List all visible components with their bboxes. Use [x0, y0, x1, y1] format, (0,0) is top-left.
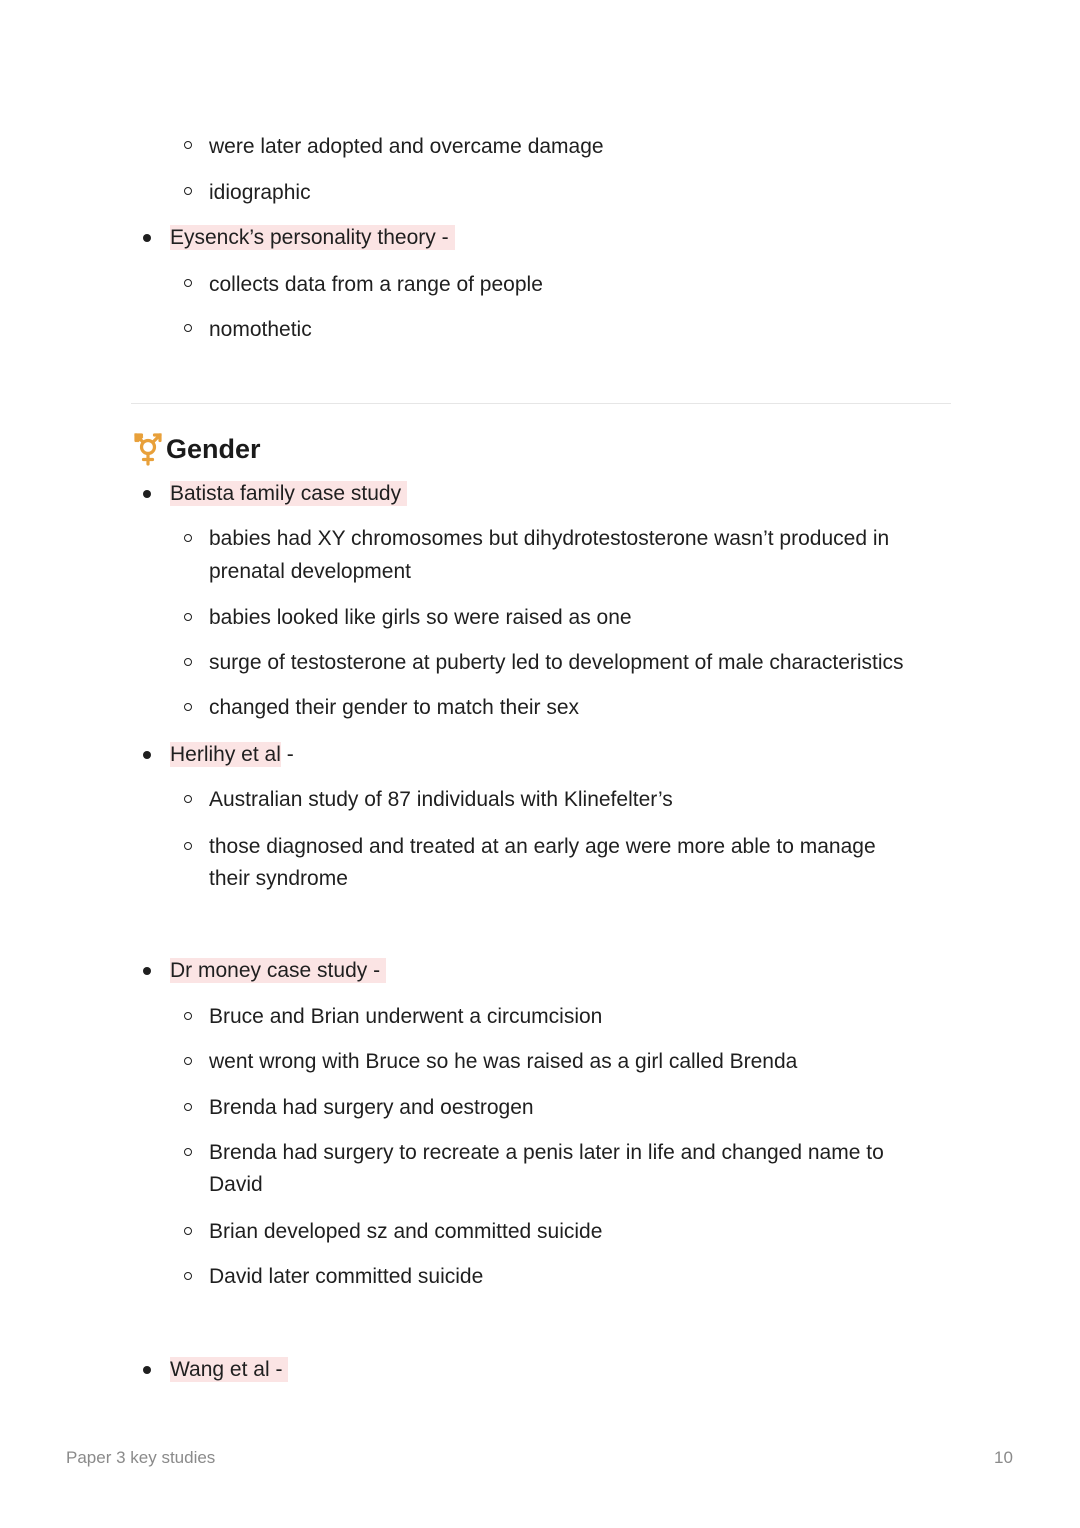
list-item: surge of testosterone at puberty led to development of male characteristics — [209, 651, 904, 674]
sub-bullet — [184, 1148, 192, 1156]
bullet — [143, 751, 151, 759]
bullet — [143, 1366, 151, 1374]
highlighted-label: Eysenck’s personality theory - — [170, 225, 455, 250]
list-item-continued: their syndrome — [209, 867, 348, 890]
list-item-heading — [170, 221, 455, 254]
footer-doc-title: Paper 3 key studies — [66, 1448, 216, 1467]
sub-bullet — [184, 1103, 192, 1111]
sub-bullet — [184, 842, 192, 850]
sub-bullet — [184, 1227, 192, 1235]
list-item: Brenda had surgery to recreate a penis later in life and changed name to — [209, 1141, 884, 1164]
list-item: David later committed suicide — [209, 1265, 484, 1288]
list-item: babies had XY chromosomes but dihydrotestosterone wasn’t produced in — [209, 527, 890, 550]
list-item: Brenda had surgery and oestrogen — [209, 1096, 534, 1119]
list-item: Bruce and Brian underwent a circumcision — [209, 1005, 603, 1028]
list-item: collects data from a range of people — [209, 273, 543, 296]
bullet — [143, 234, 151, 242]
highlighted-label: Dr money case study - — [170, 958, 386, 983]
list-item-continued: prenatal development — [209, 560, 411, 583]
sub-bullet — [184, 1057, 192, 1065]
sub-bullet — [184, 324, 192, 332]
list-item: nomothetic — [209, 318, 312, 341]
highlighted-label: Wang et al - — [170, 1357, 288, 1382]
page-number: 10 — [994, 1448, 1013, 1467]
list-item-heading — [170, 954, 386, 987]
sub-bullet — [184, 534, 192, 542]
sub-bullet — [184, 279, 192, 287]
bullet — [143, 490, 151, 498]
list-item-heading — [170, 477, 407, 510]
sub-bullet — [184, 703, 192, 711]
list-item: babies looked like girls so were raised as one — [209, 606, 632, 629]
sub-bullet — [184, 187, 192, 195]
section-heading — [131, 429, 261, 469]
section-title: Gender — [166, 433, 261, 464]
label-dash: - — [280, 743, 294, 766]
sub-bullet — [184, 658, 192, 666]
list-item: Australian study of 87 individuals with Klinefelter’s — [209, 788, 673, 811]
list-item: changed their gender to match their sex — [209, 696, 580, 719]
highlighted-label: Batista family case study — [170, 481, 407, 506]
list-item: those diagnosed and treated at an early age were more able to manage — [209, 835, 876, 858]
list-item: Brian developed sz and committed suicide — [209, 1220, 603, 1243]
list-item-heading — [170, 1353, 288, 1386]
list-item: were later adopted and overcame damage — [209, 135, 604, 158]
list-item-heading — [170, 738, 294, 771]
sub-bullet — [184, 1272, 192, 1280]
bullet — [143, 967, 151, 975]
sub-bullet — [184, 613, 192, 621]
highlighted-label: Herlihy et al — [170, 743, 281, 766]
divider — [131, 403, 951, 404]
sub-bullet — [184, 1012, 192, 1020]
sub-bullet — [184, 795, 192, 803]
list-item: idiographic — [209, 181, 311, 204]
sub-bullet — [184, 141, 192, 149]
list-item-continued: David — [209, 1173, 263, 1196]
list-item: went wrong with Bruce so he was raised as a girl called Brenda — [209, 1050, 798, 1073]
transgender-symbol-icon — [131, 431, 165, 467]
